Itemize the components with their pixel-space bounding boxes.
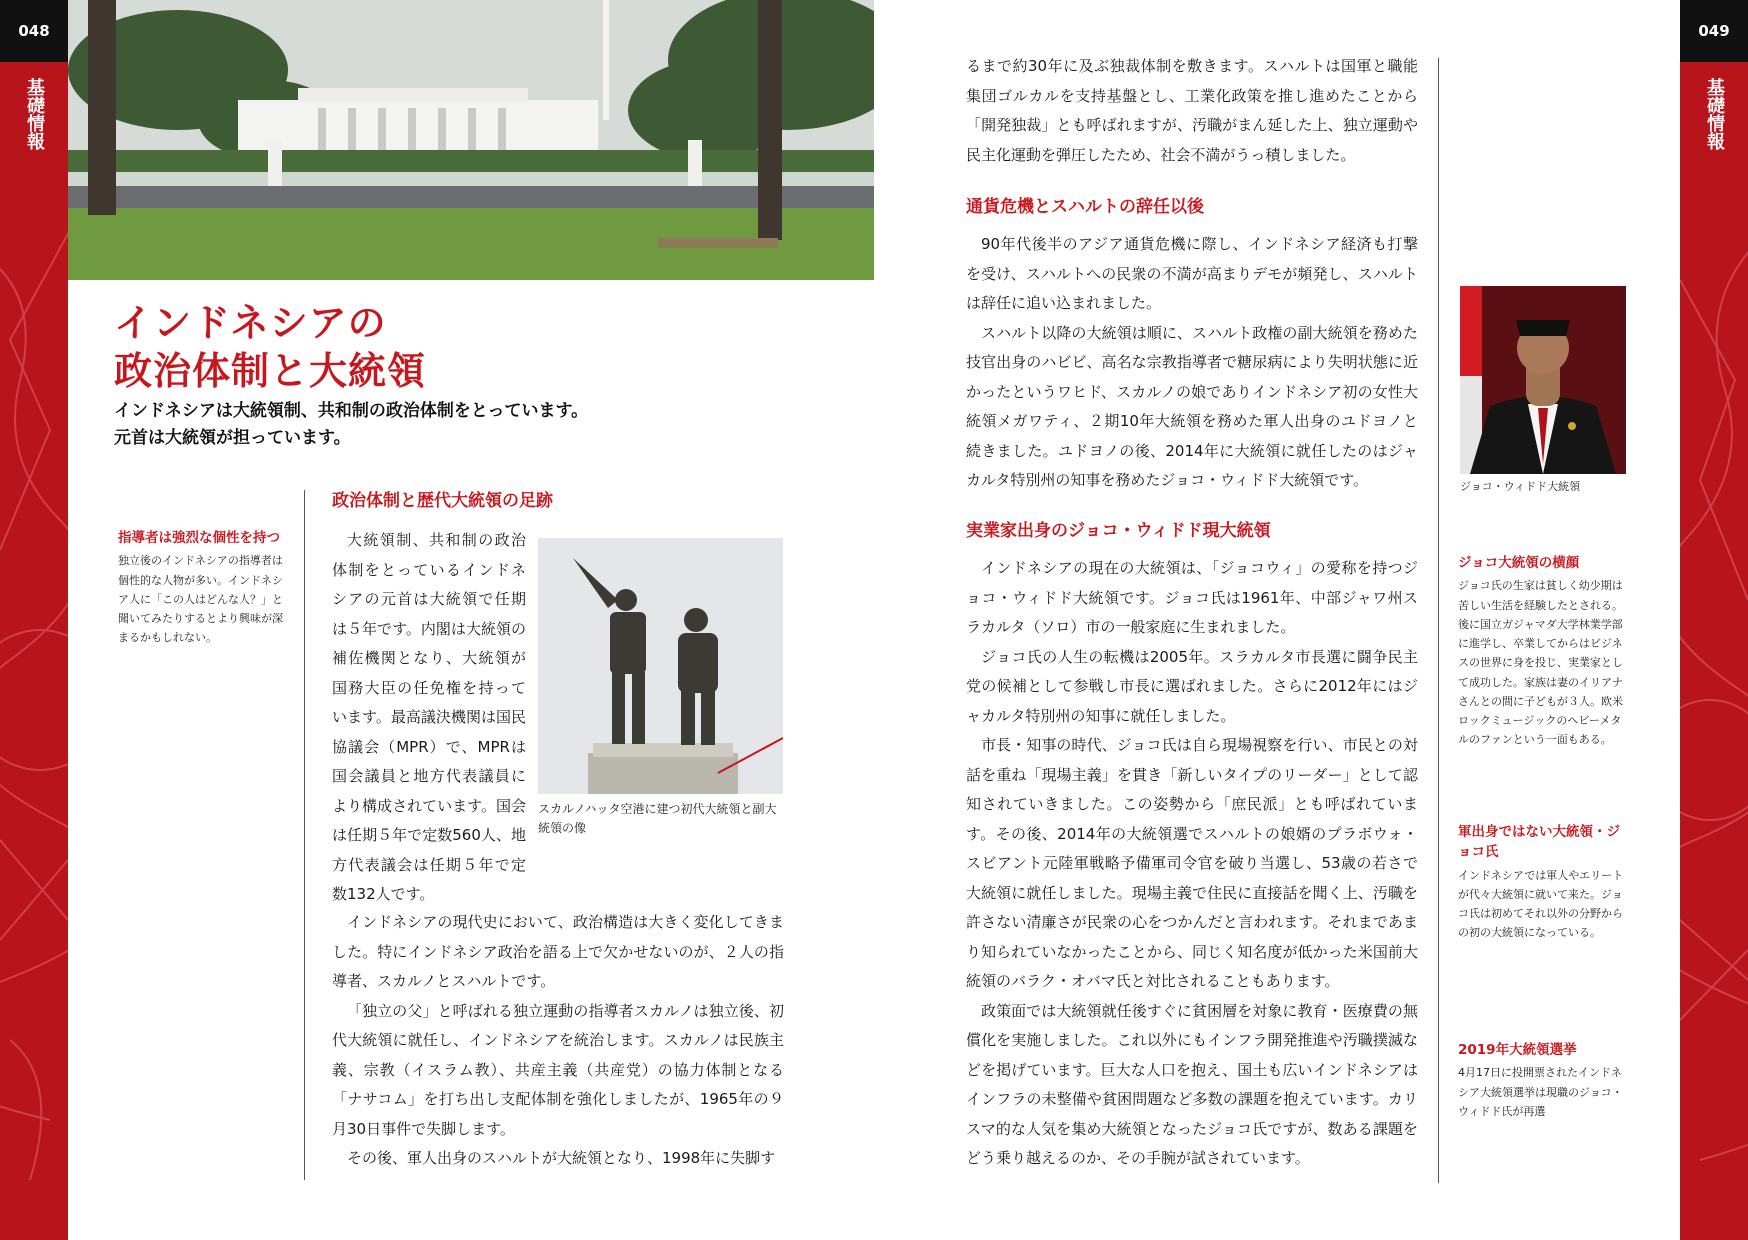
section-tab-right: 基礎情報 xyxy=(1704,78,1725,150)
paragraph: インドネシアの現代史において、政治構造は大きく変化してきました。特にインドネシア政治を語る上で欠かせないのが、２人の指導者、スカルノとスハルトです。 xyxy=(332,913,784,990)
section1-wrap-text xyxy=(332,526,526,910)
paragraph: 政策面では大統領就任後すぐに貧困層を対象に教育・医療費の無償化を実施しました。これ以外にもインフラ開発推進や汚職撲滅などを掲げています。巨大な人口を抱え、国土も広いインドネシアはインフラの未整備や貧困問題など多数の課題を抱えています。カリスマ的な人気を集め大統領となったジョコ氏ですが、数ある課題をどう乗り越えるのか、その手腕が試されています。 xyxy=(966,1001,1418,1167)
map-pattern-right xyxy=(1680,220,1748,1220)
headline-line-2: 政治体制と大統領 xyxy=(114,348,427,393)
side-note-2019-election xyxy=(1458,1040,1630,1121)
side-note-body: 独立後のインドネシアの指導者は個性的な人物が多い。インドネシア人に「この人はどんな人？」と聞いてみたりするとより興味が深まるかもしれない。 xyxy=(118,554,283,645)
column-rule-right xyxy=(1438,58,1439,1183)
side-note-title: 軍出身ではない大統領・ジョコ氏 xyxy=(1458,824,1620,861)
lead-line-2: 元首は大統領が担っています。 xyxy=(114,428,351,449)
side-note-title: 2019年大統領選挙 xyxy=(1458,1042,1577,1058)
paragraph: 「独立の父」と呼ばれる独立運動の指導者スカルノは独立後、初代大統領に就任し、インドネシアを統治します。スカルノは民族主義、宗教（イスラム教）、共産主義（共産党）の協力体制となる「ナサコム」を打ち出し支配体制を強化しましたが、1965年の９月30日事件で失脚します。 xyxy=(332,1001,784,1138)
jokowi-portrait-photo xyxy=(1460,286,1626,474)
left-side-band xyxy=(0,0,68,1240)
section-tab-left: 基礎情報 xyxy=(24,78,45,150)
section2-body xyxy=(966,230,1418,496)
paragraph: るまで約30年に及ぶ独裁体制を敷きます。スハルトは国軍と職能集団ゴルカルを支持基盤とし、工業化政策を推し進めたことから「開発独裁」とも呼ばれますが、汚職がまん延した上、独立運動や民主化運動を弾圧したため、社会不満がうっ積しました。 xyxy=(966,57,1418,164)
side-note-not-military xyxy=(1458,822,1630,943)
section1-body xyxy=(332,908,784,1174)
page-headline xyxy=(114,300,426,395)
paragraph: 市長・知事の時代、ジョコ氏は自ら現場視察を行い、市民との対話を重ね「現場主義」を貫き「新しいタイプのリーダー」として認知されていきました。この姿勢から「庶民派」とも呼ばれています。その後、2014年の大統領選でスハルトの娘婿のプラボウォ・スビアント元陸軍戦略予備軍司令官を破り当選し、53歳の若さで大統領に就任しました。現場主義で住民に直接話を聞く上、汚職を許さない清廉さが民衆の心をつかんだと言われます。それまであまり知られていなかったことから、同じく知名度が低かった米国前大統領のバラク・オバマ氏と対比されることもあります。 xyxy=(966,736,1418,990)
presidential-palace-photo xyxy=(68,0,874,280)
lead-line-1: インドネシアは大統領制、共和制の政治体制をとっています。 xyxy=(114,401,589,421)
section-heading-political-system: 政治体制と歴代大統領の足跡 xyxy=(332,491,553,511)
section-heading-jokowi: 実業家出身のジョコ・ウィドド現大統領 xyxy=(966,521,1271,541)
lead-text xyxy=(114,398,674,452)
page-number-right: 049 xyxy=(1680,0,1748,62)
column-rule-left xyxy=(304,490,305,1180)
side-note-jokowi-profile xyxy=(1458,553,1630,750)
paragraph: その後、軍人出身のスハルトが大統領となり、1998年に失脚す xyxy=(347,1149,776,1167)
paragraph: ジョコ氏の人生の転機は2005年。スラカルタ市長選に闘争民主党の候補として参戦し市長に選ばれました。さらに2012年にはジャカルタ特別州の知事に就任しました。 xyxy=(966,647,1418,725)
side-note-body: 4月17日に投開票されたインドネシア大統領選挙は現職のジョコ・ウィドド氏が再選 xyxy=(1458,1066,1623,1118)
section3-body xyxy=(966,554,1418,1174)
right-side-band xyxy=(1680,0,1748,1240)
side-note-title: 指導者は強烈な個性を持つ xyxy=(118,530,280,546)
section-heading-currency-crisis: 通貨危機とスハルトの辞任以後 xyxy=(966,197,1204,217)
side-note-title: ジョコ大統領の横顔 xyxy=(1458,555,1580,571)
paragraph: 90年代後半のアジア通貨危機に際し、インドネシア経済も打撃を受け、スハルトへの民衆の不満が高まりデモが頻発し、スハルトは辞任に追い込まれました。 xyxy=(966,235,1418,312)
paragraph: 大統領制、共和制の政治体制をとっているインドネシアの元首は大統領で任期は５年です。内閣は大統領の補佐機関となり、大統領が国務大臣の任免権を持っています。最高議決機関は国民協議会（MPR）で、MPRは国会議員と地方代表議員により構成されています。国会は任期５年で定数560人、地方代表議会は任期５年で定数132人です。 xyxy=(332,531,526,903)
page-number-left: 048 xyxy=(0,0,68,62)
paragraph: スハルト以降の大統領は順に、スハルト政権の副大統領を務めた技官出身のハビビ、高名な宗教指導者で糖尿病により失明状態に近かったというワヒド、スカルノの娘でありインドネシア初の女性大統領メガワティ、２期10年大統領を務めた軍人出身のユドヨノと続きました。ユドヨノの後、2014年に大統領に就任したのはジャカルタ特別州の知事を務めたジョコ・ウィドド大統領です。 xyxy=(966,323,1418,489)
map-pattern-left xyxy=(0,220,68,1220)
side-note-body: ジョコ氏の生家は貧しく幼少期は苦しい生活を経験したとされる。後に国立ガジャマダ大学林業学部に進学し、卒業してからはビジネスの世界に身を投じ、実業家として成功した。家族は妻のイリアナさんとの間に子どもが３人。欧米ロックミュージックのヘビーメタルのファンという一面もある。 xyxy=(1458,579,1623,747)
headline-line-1: インドネシアの xyxy=(114,301,387,345)
sukarno-hatta-statue-photo xyxy=(538,538,783,794)
side-note-body: インドネシアでは軍人やエリートが代々大統領に就いて来た。ジョコ氏は初めてそれ以外の分野からの初の大統領になっている。 xyxy=(1458,868,1624,940)
statue-photo-caption: スカルノハッタ空港に建つ初代大統領と副大統領の像 xyxy=(538,802,777,836)
side-note-leaders xyxy=(118,528,290,648)
section1-continued xyxy=(966,52,1418,170)
jokowi-photo-caption: ジョコ・ウィドド大統領 xyxy=(1460,480,1581,493)
paragraph: インドネシアの現在の大統領は、「ジョコウィ」の愛称を持つジョコ・ウィドド大統領です。ジョコ氏は1961年、中部ジャワ州スラカルタ（ソロ）市の一般家庭に生まれました。 xyxy=(966,559,1418,636)
